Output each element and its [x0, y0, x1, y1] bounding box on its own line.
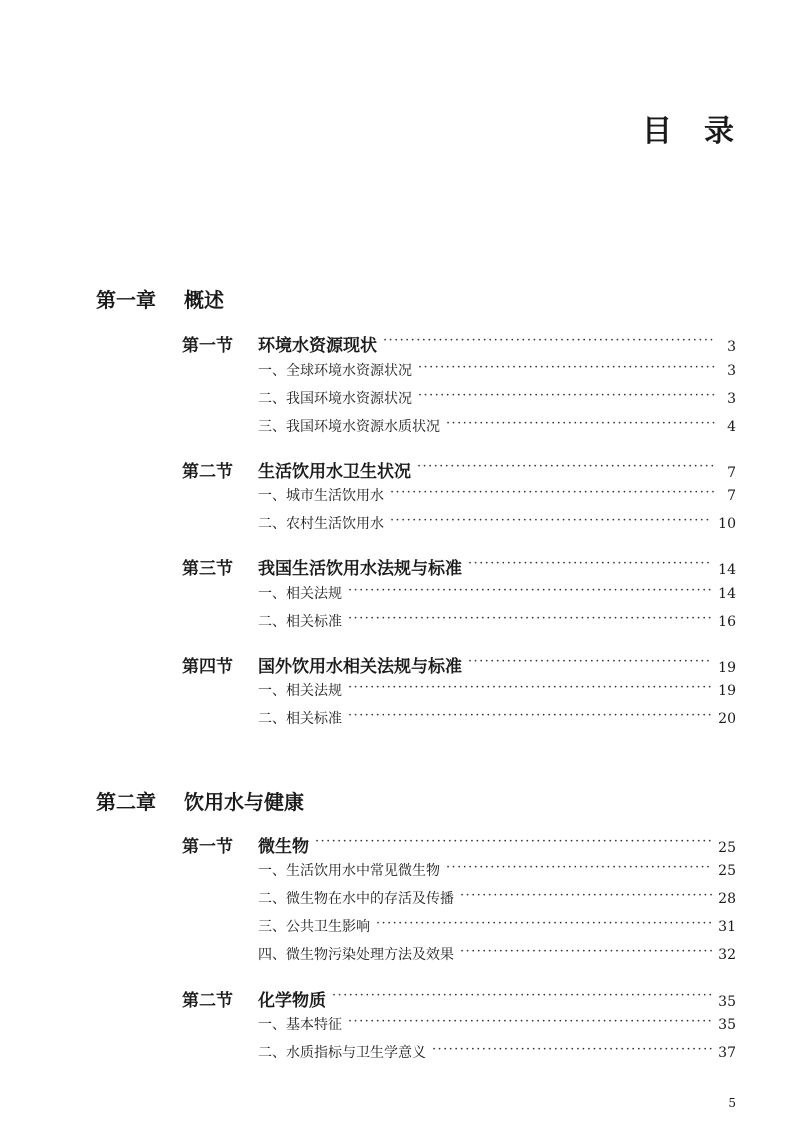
toc-subsection[interactable] [258, 1042, 736, 1062]
page-ref: 3 [727, 339, 736, 355]
dot-leader [348, 709, 712, 723]
dot-leader [432, 1043, 712, 1057]
page-ref: 3 [727, 391, 736, 407]
section-title: 化学物质 [258, 991, 326, 1011]
page-ref: 3 [727, 363, 736, 379]
subsection-title: 二、微生物在水中的存活及传播 [258, 891, 454, 907]
subsection-title: 一、基本特征 [258, 1017, 342, 1033]
subsection-title: 一、全球环境水资源状况 [258, 363, 412, 379]
chapter-title: 概述 [184, 288, 224, 312]
section-title: 生活饮用水卫生状况 [258, 462, 411, 482]
subsection-title: 四、微生物污染处理方法及效果 [258, 947, 454, 963]
dot-leader [390, 486, 716, 500]
toc-subsection[interactable] [258, 416, 736, 436]
title-char-2: 录 [704, 114, 736, 149]
toc-subsection[interactable] [258, 485, 736, 505]
page-ref: 28 [718, 891, 736, 907]
section-number: 第三节 [182, 559, 233, 579]
subsection-title: 三、公共卫生影响 [258, 919, 370, 935]
dot-leader [446, 417, 716, 431]
dot-leader [383, 334, 716, 351]
dot-leader [348, 612, 712, 626]
dot-leader [332, 989, 712, 1006]
page-ref: 16 [718, 614, 736, 630]
section-title: 环境水资源现状 [258, 336, 377, 356]
page-ref: 35 [718, 1017, 736, 1033]
chapter-heading [96, 284, 224, 313]
toc-subsection[interactable] [258, 611, 736, 631]
dot-leader [460, 945, 712, 959]
subsection-title: 二、相关标准 [258, 614, 342, 630]
toc-section[interactable] [182, 652, 736, 677]
subsection-title: 一、生活饮用水中常见微生物 [258, 863, 440, 879]
subsection-title: 三、我国环境水资源水质状况 [258, 419, 440, 435]
title-char-1: 目 [642, 114, 674, 149]
toc-subsection[interactable] [258, 916, 736, 936]
page-ref: 35 [718, 994, 736, 1010]
toc-subsection[interactable] [258, 944, 736, 964]
page-ref: 32 [718, 947, 736, 963]
toc-section[interactable] [182, 832, 736, 857]
toc-subsection[interactable] [258, 513, 736, 533]
toc-subsection[interactable] [258, 888, 736, 908]
section-number: 第一节 [182, 837, 233, 857]
dot-leader [390, 514, 712, 528]
subsection-title: 一、城市生活饮用水 [258, 488, 384, 504]
dot-leader [418, 389, 716, 403]
section-title: 我国生活饮用水法规与标准 [258, 559, 462, 579]
dot-leader [376, 917, 712, 931]
page-ref: 10 [718, 516, 736, 532]
page-ref: 25 [718, 840, 736, 856]
dot-leader [315, 835, 712, 852]
toc-subsection[interactable] [258, 360, 736, 380]
toc-subsection[interactable] [258, 708, 736, 728]
dot-leader [446, 861, 712, 875]
page-title [642, 106, 736, 150]
page-ref: 14 [718, 586, 736, 602]
chapter-number: 第一章 [96, 288, 156, 312]
chapter-heading [96, 786, 304, 815]
subsection-title: 一、相关法规 [258, 586, 342, 602]
dot-leader [348, 681, 712, 695]
section-number: 第四节 [182, 657, 233, 677]
dot-leader [418, 361, 716, 375]
page-ref: 37 [718, 1045, 736, 1061]
dot-leader [417, 460, 716, 477]
page-ref: 7 [727, 488, 736, 504]
dot-leader [468, 655, 712, 672]
page-ref: 25 [718, 863, 736, 879]
subsection-title: 二、农村生活饮用水 [258, 516, 384, 532]
toc-subsection[interactable] [258, 860, 736, 880]
toc-subsection[interactable] [258, 680, 736, 700]
toc-subsection[interactable] [258, 583, 736, 603]
toc-subsection[interactable] [258, 1014, 736, 1034]
dot-leader [460, 889, 712, 903]
section-number: 第一节 [182, 336, 233, 356]
page-ref: 7 [727, 465, 736, 481]
page-ref: 19 [718, 660, 736, 676]
toc-section[interactable] [182, 986, 736, 1011]
chapter-title: 饮用水与健康 [184, 790, 304, 814]
dot-leader [348, 1015, 712, 1029]
dot-leader [468, 557, 712, 574]
page-ref: 19 [718, 683, 736, 699]
section-title: 微生物 [258, 837, 309, 857]
section-number: 第二节 [182, 991, 233, 1011]
page-number: 5 [728, 1096, 736, 1110]
toc-section[interactable] [182, 554, 736, 579]
toc-subsection[interactable] [258, 388, 736, 408]
toc-section[interactable] [182, 331, 736, 356]
section-title: 国外饮用水相关法规与标准 [258, 657, 462, 677]
toc-section[interactable] [182, 457, 736, 482]
page-ref: 31 [718, 919, 736, 935]
page-ref: 14 [718, 562, 736, 578]
chapter-number: 第二章 [96, 790, 156, 814]
dot-leader [348, 584, 712, 598]
subsection-title: 二、水质指标与卫生学意义 [258, 1045, 426, 1061]
section-number: 第二节 [182, 462, 233, 482]
page-ref: 20 [718, 711, 736, 727]
subsection-title: 二、我国环境水资源状况 [258, 391, 412, 407]
page-ref: 4 [727, 419, 736, 435]
subsection-title: 二、相关标准 [258, 711, 342, 727]
subsection-title: 一、相关法规 [258, 683, 342, 699]
